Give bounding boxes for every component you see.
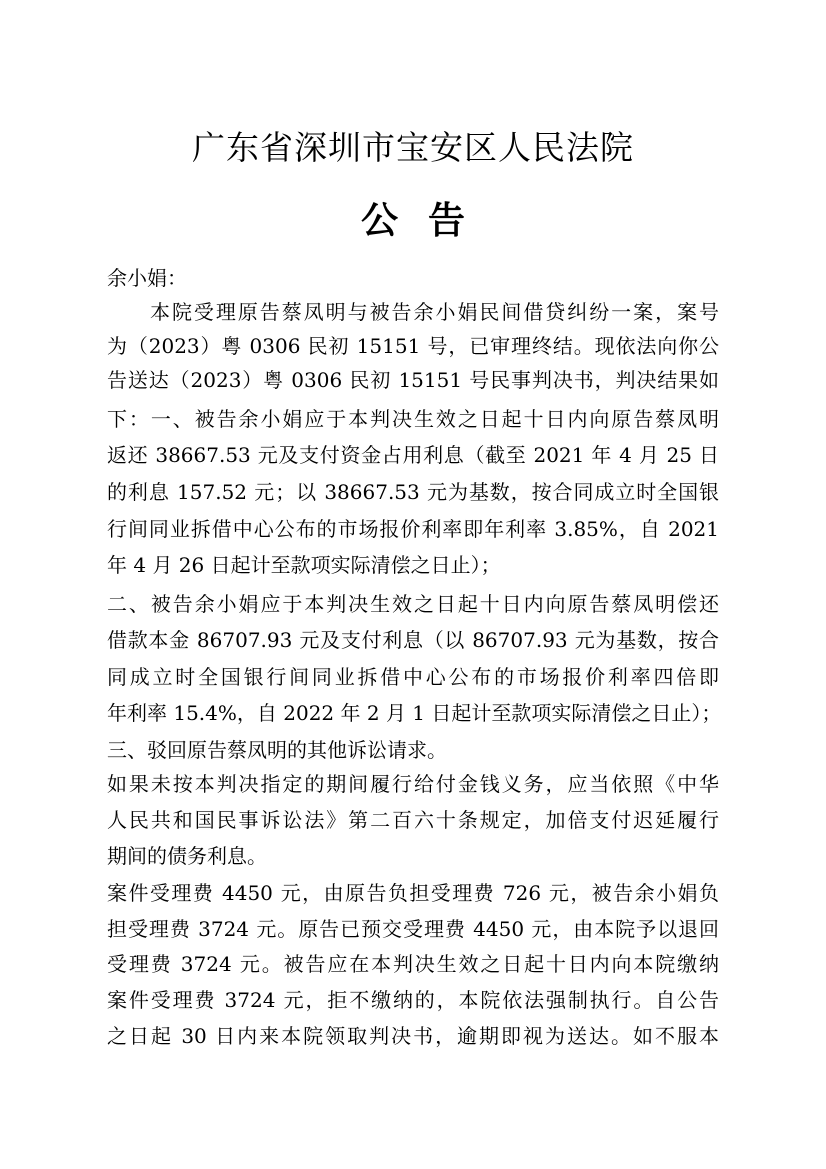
notice-title: 公告 — [361, 198, 495, 242]
body-line: 人民共和国民事诉讼法》第二百六十条规定，加倍支付迟延履行 — [107, 808, 719, 832]
body-line: 返还 38667.53 元及支付资金占用利息（截至 2021 年 4 月 25 日 — [107, 443, 719, 467]
body-line: 受理费 3724 元。被告应在本判决生效之日起十日内向本院缴纳 — [107, 952, 719, 976]
body-line: 借款本金 86707.93 元及支付利息（以 86707.93 元为基数，按合 — [107, 628, 719, 652]
body-line: 期间的债务利息。 — [107, 844, 267, 868]
body-line: 的利息 157.52 元；以 38667.53 元为基数，按合同成立时全国银 — [107, 480, 719, 504]
body-line: 如果未按本判决指定的期间履行给付金钱义务，应当依照《中华 — [107, 772, 719, 796]
body-line: 之日起 30 日内来本院领取判决书，逾期即视为送达。如不服本 — [107, 1024, 719, 1048]
body-line: 年利率 15.4%，自 2022 年 2 月 1 日起计至款项实际清偿之日止）； — [107, 701, 722, 725]
body-line: 担受理费 3724 元。原告已预交受理费 4450 元，由本院予以退回 — [107, 917, 719, 941]
body-line: 告送达（2023）粤 0306 民初 15151 号民事判决书，判决结果如 — [107, 368, 719, 392]
body-line: 年 4 月 26 日起计至款项实际清偿之日止）； — [107, 553, 501, 577]
body-line: 案件受理费 3724 元，拒不缴纳的，本院依法强制执行。自公告 — [107, 988, 719, 1012]
addressee: 余小娟： — [107, 266, 187, 290]
body-line: 为（2023）粤 0306 民初 15151 号，已审理终结。现依法向你公 — [107, 334, 719, 358]
body-line: 三、驳回原告蔡凤明的其他诉讼请求。 — [107, 738, 447, 762]
body-line: 行间同业拆借中心公布的市场报价利率即年利率 3.85%，自 2021 — [107, 517, 719, 541]
court-name: 广东省深圳市宝安区人民法院 — [192, 128, 634, 167]
body-line: 本院受理原告蔡凤明与被告余小娟民间借贷纠纷一案，案号 — [150, 300, 719, 324]
body-line: 案件受理费 4450 元，由原告负担受理费 726 元，被告余小娟负 — [107, 881, 719, 905]
body-line: 二、被告余小娟应于本判决生效之日起十日内向原告蔡凤明偿还 — [107, 592, 719, 616]
body-line: 下：一、被告余小娟应于本判决生效之日起十日内向原告蔡凤明 — [107, 407, 719, 431]
body-line: 同成立时全国银行间同业拆借中心公布的市场报价利率四倍即 — [107, 665, 719, 689]
